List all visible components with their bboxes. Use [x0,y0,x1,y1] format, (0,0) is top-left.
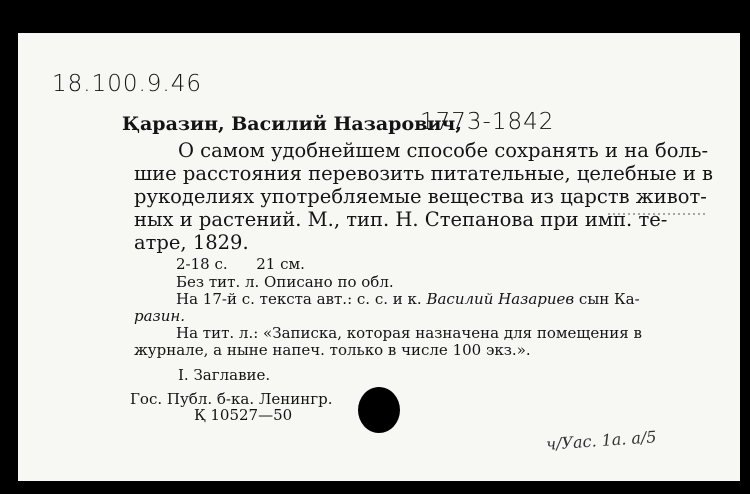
title-line-3: рукоделиях употребляемые вещества из царств живот- [134,185,707,208]
library-name: Гос. Публ. б-ка. Ленингр. [130,390,333,408]
handwritten-note: ч/Уас. 1а. а/5 [545,427,658,454]
punch-hole [358,387,400,433]
title-line-5: атре, 1829. [134,231,249,254]
title-line-1: О самом удобнейшем способе сохранять и на боль- [178,139,709,162]
note-no-title-page: Без тит. л. Описано по обл. [176,273,394,291]
note-author-continuation: разин. [134,307,186,325]
card-number: Қ 10527—50 [194,406,293,424]
tracing-title: I. Заглавие. [178,366,271,384]
shelfmark: 18.100.9.46 [52,71,202,97]
note-author-suffix: сын Ка- [578,290,640,308]
title-line-2: шие расстояния перевозить питательные, целебные и в [134,162,714,185]
collation: 2-18 с. 21 см. [176,255,305,273]
author-heading: Қаразин, Василий Назарович, [122,113,462,135]
title-line-4: ных и растений. М., тип. Н. Степанова при имп. те- [134,208,668,231]
note-title-page-line-1: На тит. л.: «Записка, которая назначена для помещения в [176,324,642,342]
note-title-page-line-2: журнале, а ныне напеч. только в числе 100 экз.». [134,341,531,359]
catalog-card [18,33,740,481]
note-author-prefix: На 17-й с. текста авт.: с. с. и к. [176,290,422,308]
note-author-name: Василий Назариев [426,290,575,308]
note-author-signature [176,290,640,308]
author-dates: 1773-1842 [420,109,555,135]
stray-dotted-mark [608,211,708,217]
